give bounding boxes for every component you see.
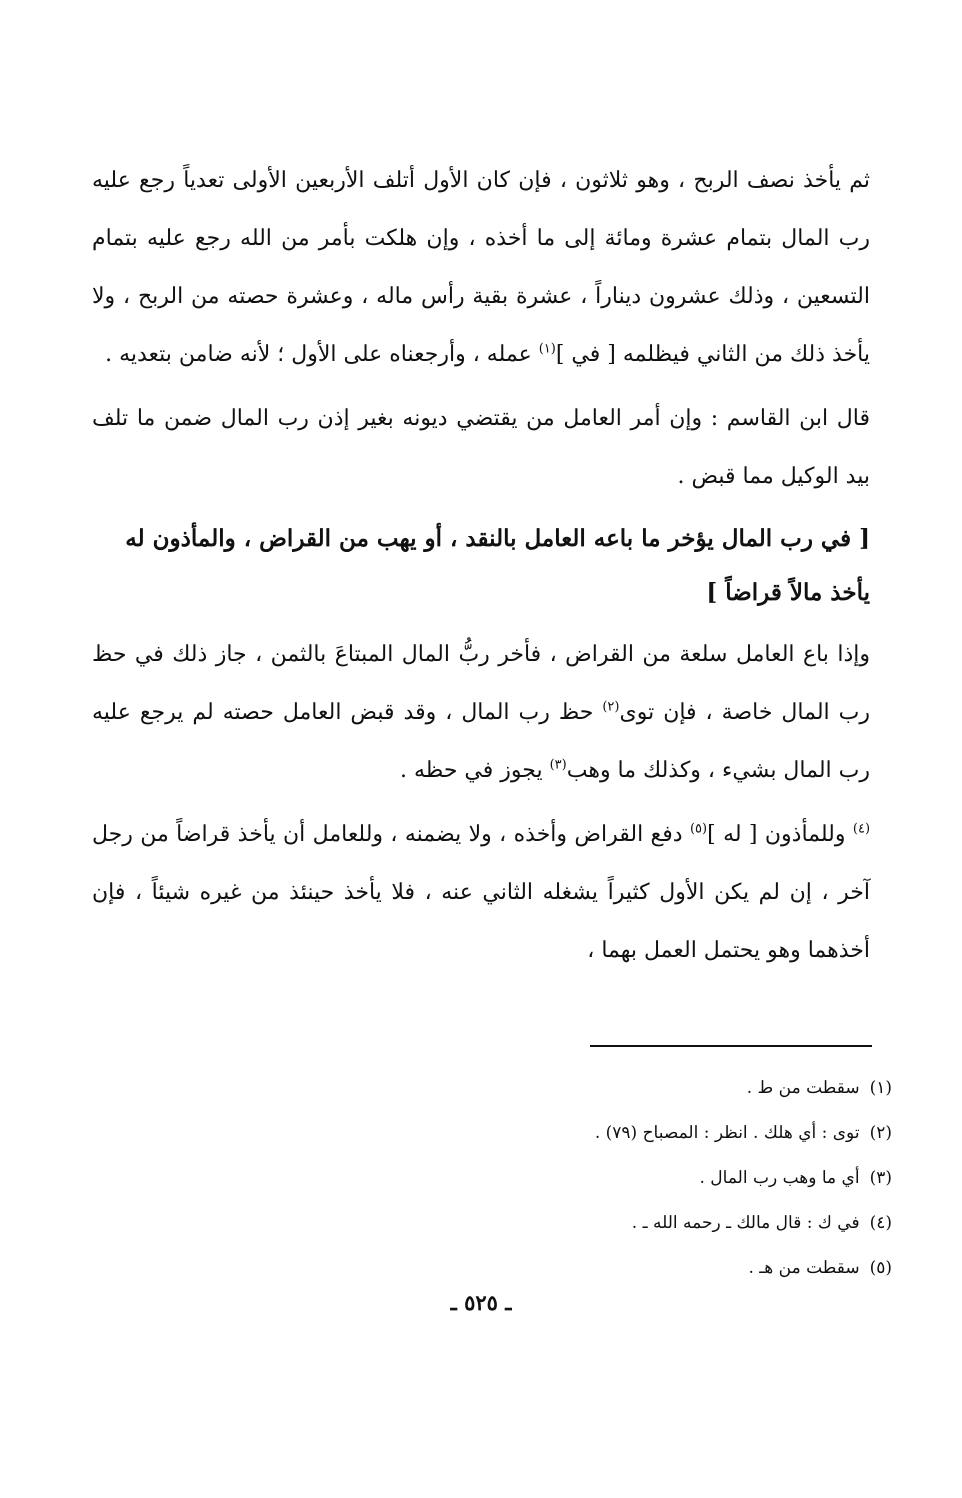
footnote-ref-1: (١)	[538, 341, 556, 357]
footnotes	[172, 1066, 892, 1291]
footnote-number: (٣)	[869, 1168, 892, 1188]
footnote-1	[172, 1066, 892, 1111]
page-number: ـ ٥٢٥ ـ	[450, 1290, 512, 1315]
footnote-text: في ك : قال مالك ـ رحمه الله ـ .	[631, 1213, 860, 1233]
footnote-2	[172, 1111, 892, 1156]
paragraph-4-b: دفع القراض وأخذه ، ولا يضمنه ، وللعامل أن يأخذ قراضاً من رجل آخر ، إن لم يكن الأول كثيراً يشغله الثاني عنه ، فلا يأخذ حينئذ من غيره شيئاً ، فإن أخذهما وهو يحتمل العمل بهما ،	[92, 822, 870, 963]
paragraph-3-a: وإذا باع العامل سلعة من القراض ، فأخر ربُّ المال المبتاعَ بالثمن ، جاز ذلك في حظ رب المال خاصة ، فإن توى	[92, 642, 870, 725]
paragraph-3-b: حظ رب المال ، وقد قبض العامل حصته لم يرجع عليه رب المال بشيء ، وكذلك ما وهب	[92, 700, 870, 783]
footnote-ref-4: (٤)	[852, 821, 871, 837]
footnote-number: (٤)	[869, 1213, 892, 1233]
paragraph-1-text: ثم يأخذ نصف الربح ، وهو ثلاثون ، فإن كان الأول أتلف الأربعين الأولى تعدياً رجع عليه رب المال بتمام عشرة ومائة إلى ما أخذه ، وإن هلكت بأمر من الله رجع عليه بتمام التسعين ، وذلك عشرون ديناراً ، عشرة بقية رأس ماله ، وعشرة حصته من الربح ، ولا يأخذ ذلك من الثاني فيظلمه [ في ]	[92, 168, 870, 367]
footnote-3	[172, 1156, 892, 1201]
paragraph-1-end: عمله ، وأرجعناه على الأول ؛ لأنه ضامن بتعديه .	[105, 342, 539, 367]
footnote-text: سقطت من هـ .	[748, 1258, 860, 1278]
footnote-ref-3: (٣)	[549, 757, 567, 773]
footnote-number: (٢)	[869, 1123, 892, 1143]
footnote-text: سقطت من ط .	[746, 1078, 860, 1098]
footnote-ref-5: (٥)	[689, 821, 708, 837]
paragraph-3	[92, 626, 870, 800]
paragraph-4-a: وللمأذون [ له ]	[707, 822, 853, 847]
main-text	[92, 152, 870, 986]
footnote-4	[172, 1201, 892, 1246]
footnote-number: (٥)	[869, 1258, 892, 1278]
paragraph-2: قال ابن القاسم : وإن أمر العامل من يقتضي ديونه بغير إذن رب المال ضمن ما تلف بيد الوكيل مما قبض .	[92, 406, 870, 489]
paragraph-3-c: يجوز في حظه .	[400, 758, 550, 783]
footnote-number: (١)	[869, 1078, 892, 1098]
footnote-text: أي ما وهب رب المال .	[699, 1168, 860, 1188]
section-heading: [ في رب المال يؤخر ما باعه العامل بالنقد ، أو يهب من القراض ، والمأذون له يأخذ مالاً قراضاً ]	[125, 525, 870, 606]
paragraph-1	[92, 152, 870, 384]
footnote-text: توى : أي هلك . انظر : المصباح (٧٩) .	[594, 1123, 860, 1143]
footnote-ref-2: (٢)	[602, 699, 620, 715]
footnote-separator	[590, 1045, 872, 1047]
paragraph-4	[92, 806, 870, 980]
footnote-5	[172, 1246, 892, 1291]
